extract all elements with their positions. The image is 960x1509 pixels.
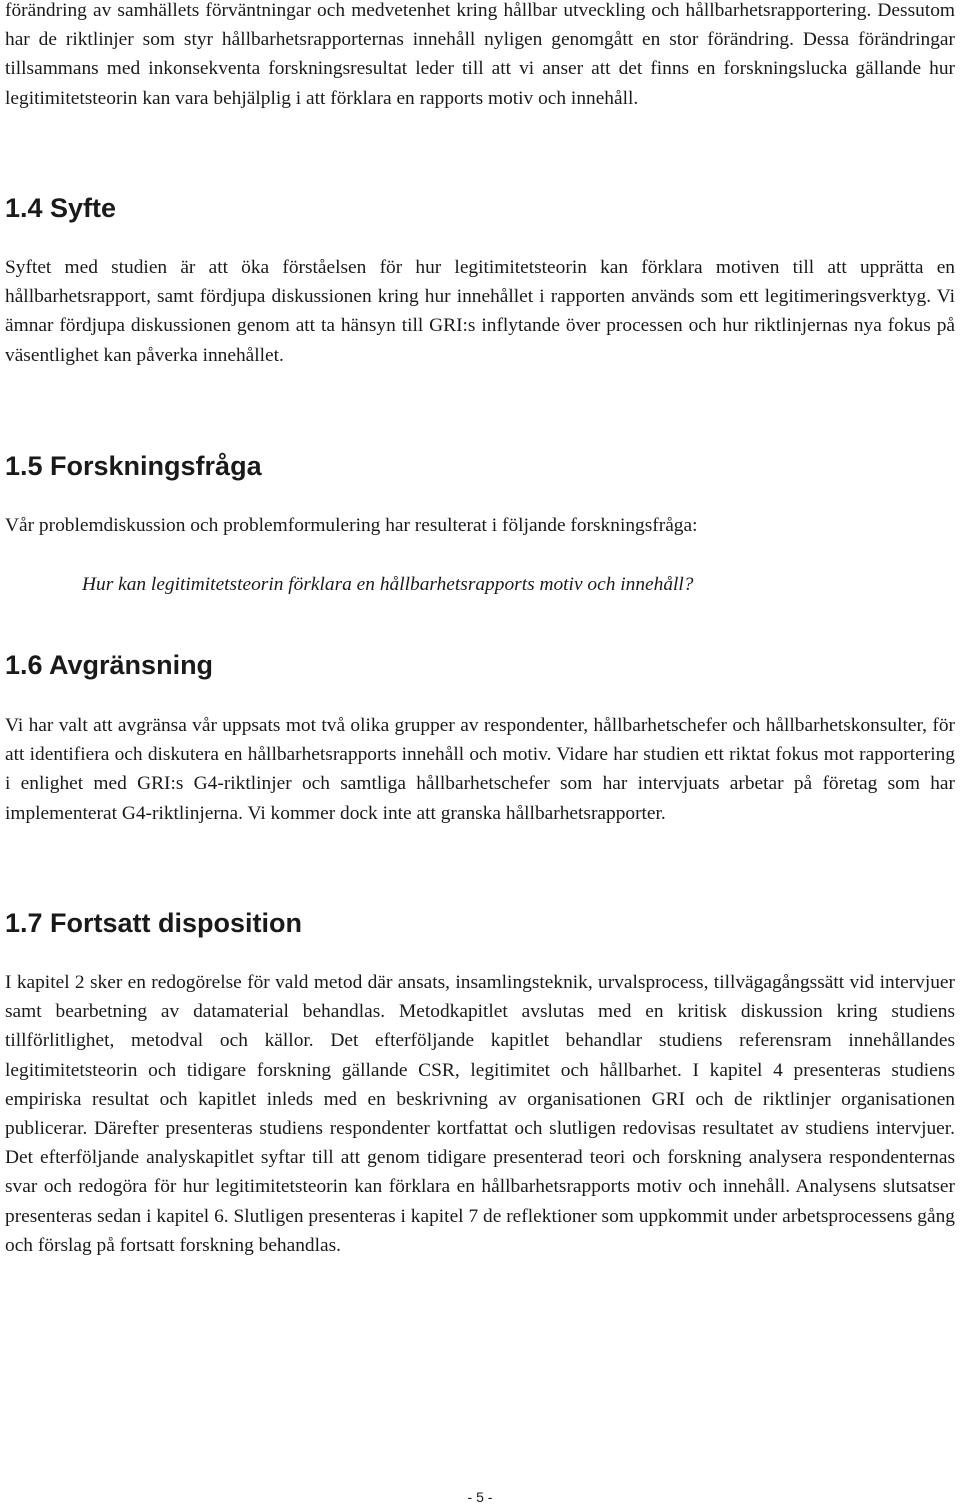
disposition-paragraph: I kapitel 2 sker en redogörelse för vald metod där ansats, insamlingsteknik, urvalsprocess, tillvägagångssätt vid intervjuer samt bearbetning av datamaterial behandlas. Metodkapitlet avslutas med en kritisk diskussion kring studiens tillförlitlighet, metodval och källor. Det efterföljande kapitlet behandlar studiens referensram innehållandes legitimitetsteorin och tidigare forskning gällande CSR, legitimitet och hållbarhet. I kapitel 4 presenteras studiens empiriska resultat och kapitlet inleds med en beskrivning av organisationen GRI och de riktlinjer organisationen publicerar. Därefter presenteras studiens respondenter kortfattat och slutligen redovisas resultatet av studiens intervjuer. Det efterföljande analyskapitlet syftar till att genom tidigare presenterad teori och forskning analysera respondenternas svar och redogöra för hur legitimitetsteorin kan förklara en hållbarhetsrapports motiv och innehåll. Analysens slutsatser presenteras sedan i kapitel 6. Slutligen presenteras i kapitel 7 de reflektioner som uppkommit under arbetsprocessens gång och förslag på fortsatt forskning behandlas. bbox=[5, 972, 955, 1256]
page-number: - 5 - bbox=[467, 1489, 493, 1505]
avgransning-paragraph: Vi har valt att avgränsa vår uppsats mot två olika grupper av respondenter, hållbarhetschefer och hållbarhetskonsulter, för att identifiera och diskutera en hållbarhetsrapports innehåll och motiv. Vidare har studien ett riktat fokus mot rapportering i enlighet med GRI:s G4-riktlinjer och samtliga hållbarhetschefer som har intervjuats arbetar på företag som har implementerat G4-riktlinjerna. Vi kommer dock inte att granska hållbarhetsrapporter. bbox=[5, 715, 955, 824]
heading-avgransning: 1.6 Avgränsning bbox=[5, 650, 214, 680]
forskningsfraga-intro-paragraph: Vår problemdiskussion och problemformulering har resulterat i följande forskningsfråga: bbox=[5, 515, 698, 536]
intro-continued-paragraph: förändring av samhällets förväntningar och medvetenhet kring hållbar utveckling och hållbarhetsrapportering. Dessutom har de riktlinjer som styr hållbarhetsrapporternas innehåll nyligen genomgått en stor förändring. Dessa förändringar tillsammans med inkonsekventa forskningsresultat leder till att vi anser att det finns en forskningslucka gällande hur legitimitetsteorin kan vara behjälplig i att förklara en rapports motiv och innehåll. bbox=[5, 0, 955, 109]
research-question: Hur kan legitimitetsteorin förklara en hållbarhetsrapports motiv och innehåll? bbox=[82, 574, 694, 595]
heading-disposition: 1.7 Fortsatt disposition bbox=[5, 908, 303, 938]
heading-forskningsfraga: 1.5 Forskningsfråga bbox=[5, 451, 262, 481]
syfte-paragraph: Syftet med studien är att öka förståelsen för hur legitimitetsteorin kan förklara motiven till att upprätta en hållbarhetsrapport, samt fördjupa diskussionen kring hur innehållet i rapporten används som ett legitimeringsverktyg. Vi ämnar fördjupa diskussionen genom att ta hänsyn till GRI:s inflytande över processen och hur riktlinjernas nya fokus på väsentlighet kan påverka innehållet. bbox=[5, 257, 955, 366]
heading-syfte: 1.4 Syfte bbox=[5, 193, 117, 223]
